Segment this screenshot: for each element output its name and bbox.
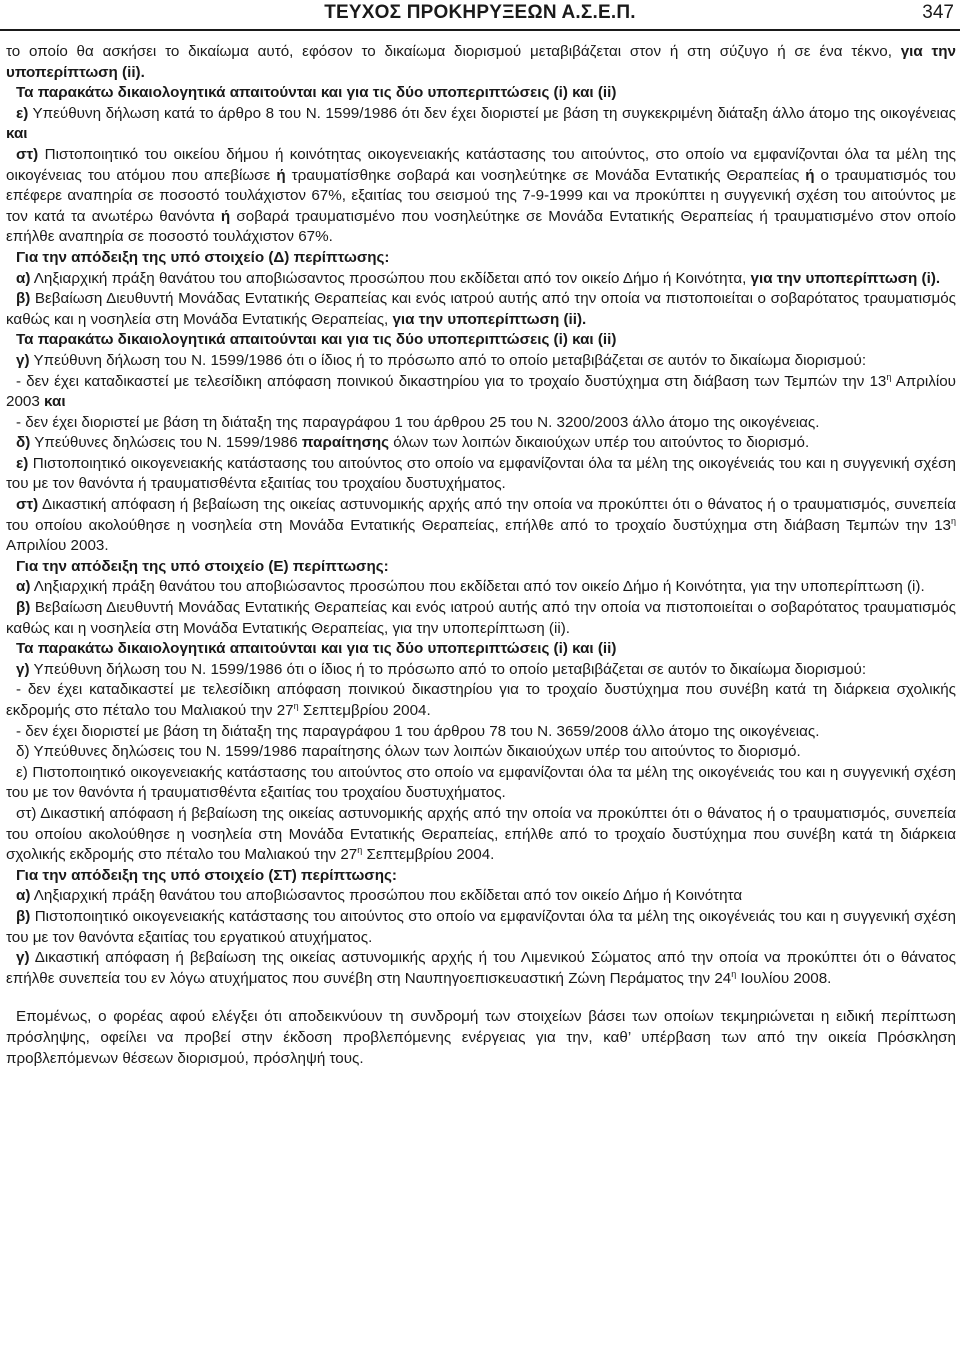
list-item: α) Ληξιαρχική πράξη θανάτου του αποβιώσαντος προσώπου που εκδίδεται από τον οικείο Δήμο ή Κοινότητα <box>16 887 743 905</box>
list-item: στ) Δικαστική απόφαση ή βεβαίωση της οικείας αστυνομικής αρχής από την οποία να προκύπτει ότι ο θάνατος ή ο τραυματισμός, συνεπεία του οποίου ακολούθησε η νοσηλεία στη Μονάδα Εντατικής Θεραπείας, επήλθε από το τροχαίο δυστύχημα στη διάβαση Τεμπών την $13^\eta$ Απριλίου 2003. <box>6 496 956 555</box>
page-header <box>0 2 960 30</box>
page-number: 347 <box>922 2 954 23</box>
list-item: α) Ληξιαρχική πράξη θανάτου του αποβιώσαντος προσώπου που εκδίδεται από τον οικείο Δήμο ή Κοινότητα, για την υποπερίπτωση (i). <box>16 269 941 287</box>
list-item: ε) Πιστοποιητικό οικογενειακής κατάστασης του αιτούντος στο οποίο να εμφανίζονται όλα τα μέλη της οικογένειάς του και η συγγενική σχέση του με τον θανόντα ή τραυματισθέντα εξαιτίας του τροχαίου δυστυχήματος. <box>6 454 956 493</box>
header-rule <box>0 29 960 31</box>
list-item: - δεν έχει διοριστεί με βάση τη διάταξη της παραγράφου 1 του άρθρου 78 του Ν. 3659/2008 άλλο άτομο της οικογένειας. <box>16 722 820 740</box>
list-item: - δεν έχει καταδικαστεί με τελεσίδικη απόφαση ποινικού δικαστηρίου για το τροχαίο δυστύχημα στη διάβαση των Τεμπών την $13^\eta$ Απριλίου 2003 και <box>6 371 956 411</box>
journal-title: ΤΕΥΧΟΣ ΠΡΟΚΗΡΥΞΕΩΝ Α.Σ.Ε.Π. <box>324 2 636 23</box>
section-heading: Τα παρακάτω δικαιολογητικά απαιτούνται και για τις δύο υποπεριπτώσεις (i) και (ii) <box>16 331 617 349</box>
list-item: α) Ληξιαρχική πράξη θανάτου του αποβιώσαντος προσώπου που εκδίδεται από τον οικείο Δήμο ή Κοινότητα, για την υποπερίπτωση (i). <box>16 578 925 596</box>
list-item: β) Βεβαίωση Διευθυντή Μονάδας Εντατικής Θεραπείας και ενός ιατρού αυτής από την οποία να πιστοποιείται ο σοβαρότατος τραυματισμός καθώς και η νοσηλεία στη Μονάδα Εντατικής Θεραπείας, για την υποπερίπτωση (ii). <box>6 290 956 328</box>
section-heading: Για την απόδειξη της υπό στοιχείο (ΣΤ) περίπτωσης: <box>16 866 397 884</box>
document-body <box>6 42 956 1069</box>
list-item: στ) Πιστοποιητικό του οικείου δήμου ή κοινότητας οικογενειακής κατάστασης του αιτούντος, στο οποίο να εμφανίζονται όλα τα μέλη της οικογένειας του ατόμου που απεβίωσε ή τραυματίσθηκε σοβαρά και νοσηλεύτηκε σε Μονάδα Εντατικής Θεραπείας ή ο τραυματισμός του επέφερε αναπηρία σε ποσοστό τουλάχιστον 67%, εξαιτίας του σεισμού της 7-9-1999 και να προκύπτει η συγγενική σχέση του αιτούντος με τον κατά τα ανωτέρω θανόντα ή σοβαρά τραυματισμένο που νοσηλεύτηκε σε Μονάδα Εντατικής Θεραπείας ή τραυματισμένο στον οποίο επήλθε αναπηρία σε ποσοστό τουλάχιστον 67%. <box>6 145 956 246</box>
list-item: β) Βεβαίωση Διευθυντή Μονάδας Εντατικής Θεραπείας και ενός ιατρού αυτής από την οποία να πιστοποιείται ο σοβαρότατος τραυματισμός καθώς και η νοσηλεία στη Μονάδα Εντατικής Θεραπείας, για την υποπερίπτωση (ii). <box>6 599 956 637</box>
section-heading: Τα παρακάτω δικαιολογητικά απαιτούνται και για τις δύο υποπεριπτώσεις (i) και (ii) <box>16 640 617 658</box>
closing-paragraph: Επομένως, ο φορέας αφού ελέγξει ότι αποδεικνύουν τη συνδρομή των στοιχείων βάσει των οποίων τεκμηριώνεται η ειδική περίπτωση πρόσληψης, οφείλει να προβεί στην έκδοση προβλεπόμενης ενέργειας για την, καθ’ υπέρβαση των από την οικεία Πρόσκληση προβλεπόμενων θέσεων διορισμού, πρόσληψή τους. <box>6 1008 956 1067</box>
list-item: - δεν έχει καταδικαστεί με τελεσίδικη απόφαση ποινικού δικαστηρίου για το τροχαίο δυστύχημα που συνέβη κατά τη διάρκεια σχολικής εκδρομής στο πέταλο του Μαλιακού την $27^\eta$ Σεπτεμβρίου 2004. <box>6 681 956 719</box>
list-item: στ) Δικαστική απόφαση ή βεβαίωση της οικείας αστυνομικής αρχής από την οποία να προκύπτει ότι ο θάνατος ή ο τραυματισμός, συνεπεία του οποίου ακολούθησε η νοσηλεία στη Μονάδα Εντατικής Θεραπείας, επήλθε από το τροχαίο δυστύχημα που συνέβη κατά τη διάρκεια σχολικής εκδρομής στο πέταλο του Μαλιακού την $27^\eta$ Σεπτεμβρίου 2004. <box>6 804 956 864</box>
list-item: β) Πιστοποιητικό οικογενειακής κατάστασης του αιτούντος στο οποίο να εμφανίζονται όλα τα μέλη της οικογένειάς του και η συγγενική σχέση του με τον θανόντα εξαιτίας του εργατικού ατυχήματος. <box>6 907 956 946</box>
list-item: γ) Υπεύθυνη δήλωση του Ν. 1599/1986 ότι ο ίδιος ή το πρόσωπο από το οποίο μεταβιβάζεται σε αυτόν το δικαίωμα διορισμού: <box>16 351 867 369</box>
section-heading: Για την απόδειξη της υπό στοιχείο (Ε) περίπτωσης: <box>16 557 389 575</box>
section-heading: Για την απόδειξη της υπό στοιχείο (Δ) περίπτωσης: <box>16 248 390 266</box>
list-item: γ) Δικαστική απόφαση ή βεβαίωση της οικείας αστυνομικής αρχής ή του Λιμενικού Σώματος από την οποία να προκύπτει ότι ο θάνατος επήλθε συνεπεία του εν λόγω ατυχήματος που συνέβη στη Ναυπηγοεπισκευαστική Ζώνη Περάματος την $24^\eta$ Ιουλίου 2008. <box>6 949 956 987</box>
list-item: γ) Υπεύθυνη δήλωση του Ν. 1599/1986 ότι ο ίδιος ή το πρόσωπο από το οποίο μεταβιβάζεται σε αυτόν το δικαίωμα διορισμού: <box>16 660 867 678</box>
list-item: - δεν έχει διοριστεί με βάση τη διάταξη της παραγράφου 1 του άρθρου 25 του Ν. 3200/2003 άλλο άτομο της οικογένειας. <box>16 413 820 431</box>
list-item: ε) Υπεύθυνη δήλωση κατά το άρθρο 8 του Ν. 1599/1986 ότι δεν έχει διοριστεί με βάση τη συγκεκριμένη διάταξη άλλο άτομο της οικογένειας και <box>6 104 956 143</box>
list-item: ε) Πιστοποιητικό οικογενειακής κατάστασης του αιτούντος στο οποίο να εμφανίζονται όλα τα μέλη της οικογένειάς του και η συγγενική σχέση του με τον θανόντα ή τραυματισθέντα εξαιτίας του τροχαίου δυστυχήματος. <box>6 763 956 802</box>
list-item: δ) Υπεύθυνες δηλώσεις του Ν. 1599/1986 παραίτησης όλων των λοιπών δικαιούχων υπέρ του αιτούντος το διορισμό. <box>16 434 810 452</box>
list-item: δ) Υπεύθυνες δηλώσεις του Ν. 1599/1986 παραίτησης όλων των λοιπών δικαιούχων υπέρ του αιτούντος το διορισμό. <box>16 743 801 761</box>
paragraph-continuation: το οποίο θα ασκήσει το δικαίωμα αυτό, εφόσον το δικαίωμα διορισμού μεταβιβάζεται στον ή στη σύζυγο ή σε ένα τέκνο, για την υποπερίπτωση (ii). <box>6 43 956 81</box>
section-heading: Τα παρακάτω δικαιολογητικά απαιτούνται και για τις δύο υποπεριπτώσεις (i) και (ii) <box>16 84 617 102</box>
